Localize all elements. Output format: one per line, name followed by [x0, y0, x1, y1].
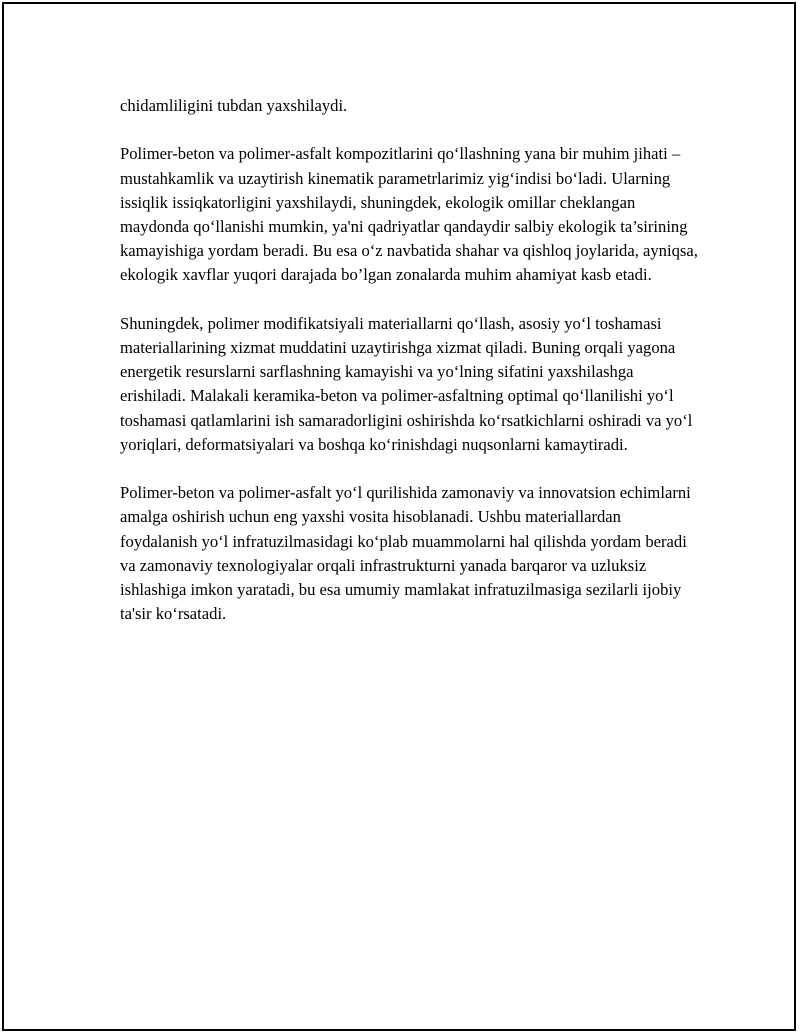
- document-page: [2, 2, 796, 1031]
- paragraph-continuation: chidamliligini tubdan yaxshilaydi.: [120, 96, 348, 115]
- paragraph-conclusion: Polimer-beton va polimer-asfalt yo‘l qurilishida zamonaviy va innovatsion echimlarni amalga oshirish uchun eng yaxshi vosita hisoblanadi. Ushbu materiallardan foydalanish yo‘l infratuzilmasidagi ko‘plab muammolarni hal qilishda yordam beradi va zamonaviy texnologiyalar orqali infrastrukturni yanada barqaror va uzluksiz ishlashiga imkon yaratadi, bu esa umumiy mamlakat infratuzilmasiga sezilarli ijobiy ta'sir ko‘rsatadi.: [120, 483, 691, 624]
- document-body: [120, 94, 700, 651]
- paragraph-polymer-modification: Shuningdek, polimer modifikatsiyali materiallarni qo‘llash, asosiy yo‘l toshamasi materiallarining xizmat muddatini uzaytirishga xizmat qiladi. Buning orqali yagona energetik resurslarni sarflashning kamayishi va yo‘lning sifatini yaxshilashga erishiladi. Malakali keramika-beton va polimer-asfaltning optimal qo‘llanilishi yo‘l toshamasi qatlamlarini ish samaradorligini oshirishda ko‘rsatkichlarni oshiradi va yo‘l yoriqlari, deformatsiyalari va boshqa ko‘rinishdagi nuqsonlarni kamaytiradi.: [120, 313, 693, 454]
- paragraph-composites-benefits: Polimer-beton va polimer-asfalt kompozitlarini qo‘llashning yana bir muhim jihati – mustahkamlik va uzaytirish kinematik parametrlarimiz yig‘indisi bo‘ladi. Ularning issiqlik issiqkatorligini yaxshilaydi, shuningdek, ekologik omillar cheklangan maydonda qo‘llanishi mumkin, ya'ni qadriyatlar qandaydir salbiy ekologik ta’sirining kamayishiga yordam beradi. Bu esa o‘z navbatida shahar va qishloq joylarida, ayniqsa, ekologik xavflar yuqori darajada bo’lgan zonalarda muhim ahamiyat kasb etadi.: [120, 144, 698, 285]
